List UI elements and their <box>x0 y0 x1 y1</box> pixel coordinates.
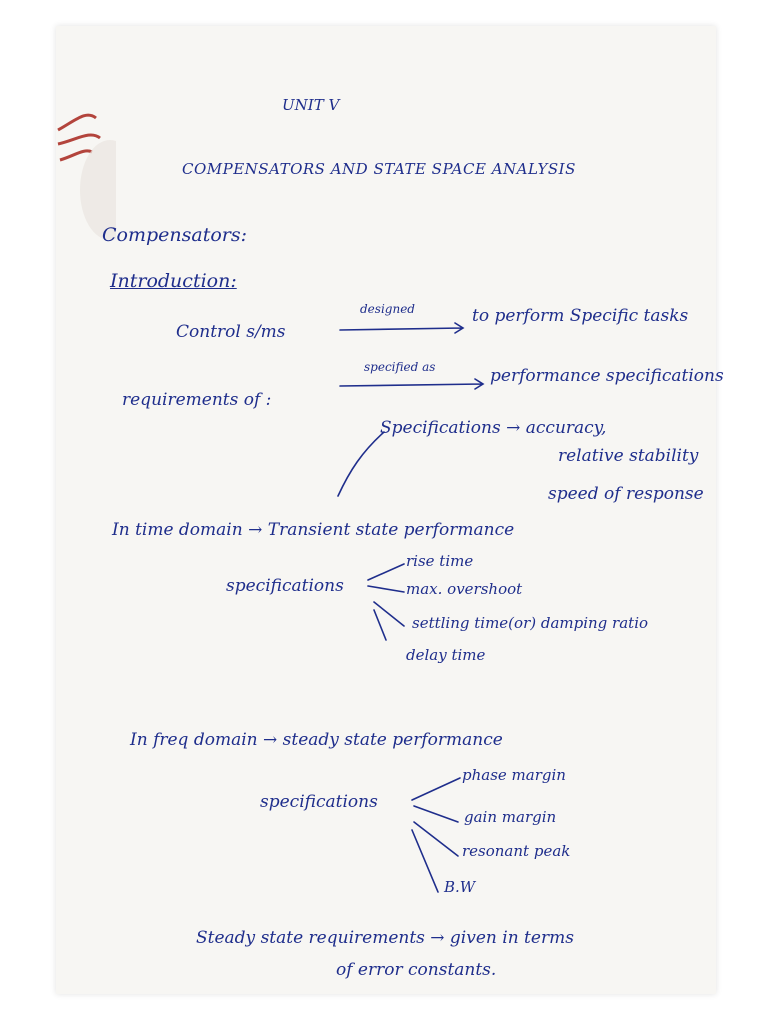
spec-block-line2: relative stability <box>558 446 699 466</box>
time-spec-item: max. overshoot <box>406 580 523 598</box>
compensators-heading: Compensators: <box>102 224 248 246</box>
freq-spec-item: B.W <box>444 878 476 896</box>
row1-left: Control s/ms <box>176 322 286 342</box>
red-thread-decoration <box>56 100 116 240</box>
row1-right: to perform Specific tasks <box>472 306 689 326</box>
time-spec-item: delay time <box>406 646 486 664</box>
freq-spec-item: resonant peak <box>462 842 571 860</box>
freq-spec-item: phase margin <box>462 766 566 784</box>
freq-domain-line: In freq domain → steady state performance <box>130 730 503 750</box>
row1-arrow-label: designed <box>360 302 415 316</box>
time-spec-item: rise time <box>406 552 474 570</box>
page-title: COMPENSATORS AND STATE SPACE ANALYSIS <box>182 160 576 178</box>
freq-specs-label: specifications <box>260 792 378 812</box>
row2-arrow-label: specified as <box>364 360 436 374</box>
time-spec-item: settling time(or) damping ratio <box>412 614 649 632</box>
time-specs-label: specifications <box>226 576 344 596</box>
steady-state-line2: of error constants. <box>336 960 497 980</box>
row2-left: requirements of : <box>122 390 272 410</box>
spec-block-label: Specifications → accuracy, <box>380 418 607 438</box>
steady-state-line1: Steady state requirements → given in terms <box>196 928 574 948</box>
time-domain-line: In time domain → Transient state performance <box>112 520 515 540</box>
spec-block-line3: speed of response <box>548 484 704 504</box>
introduction-heading: Introduction: <box>110 270 237 292</box>
row2-right: performance specifications <box>490 366 724 386</box>
freq-spec-item: gain margin <box>464 808 557 826</box>
unit-heading: UNIT V <box>282 96 340 114</box>
